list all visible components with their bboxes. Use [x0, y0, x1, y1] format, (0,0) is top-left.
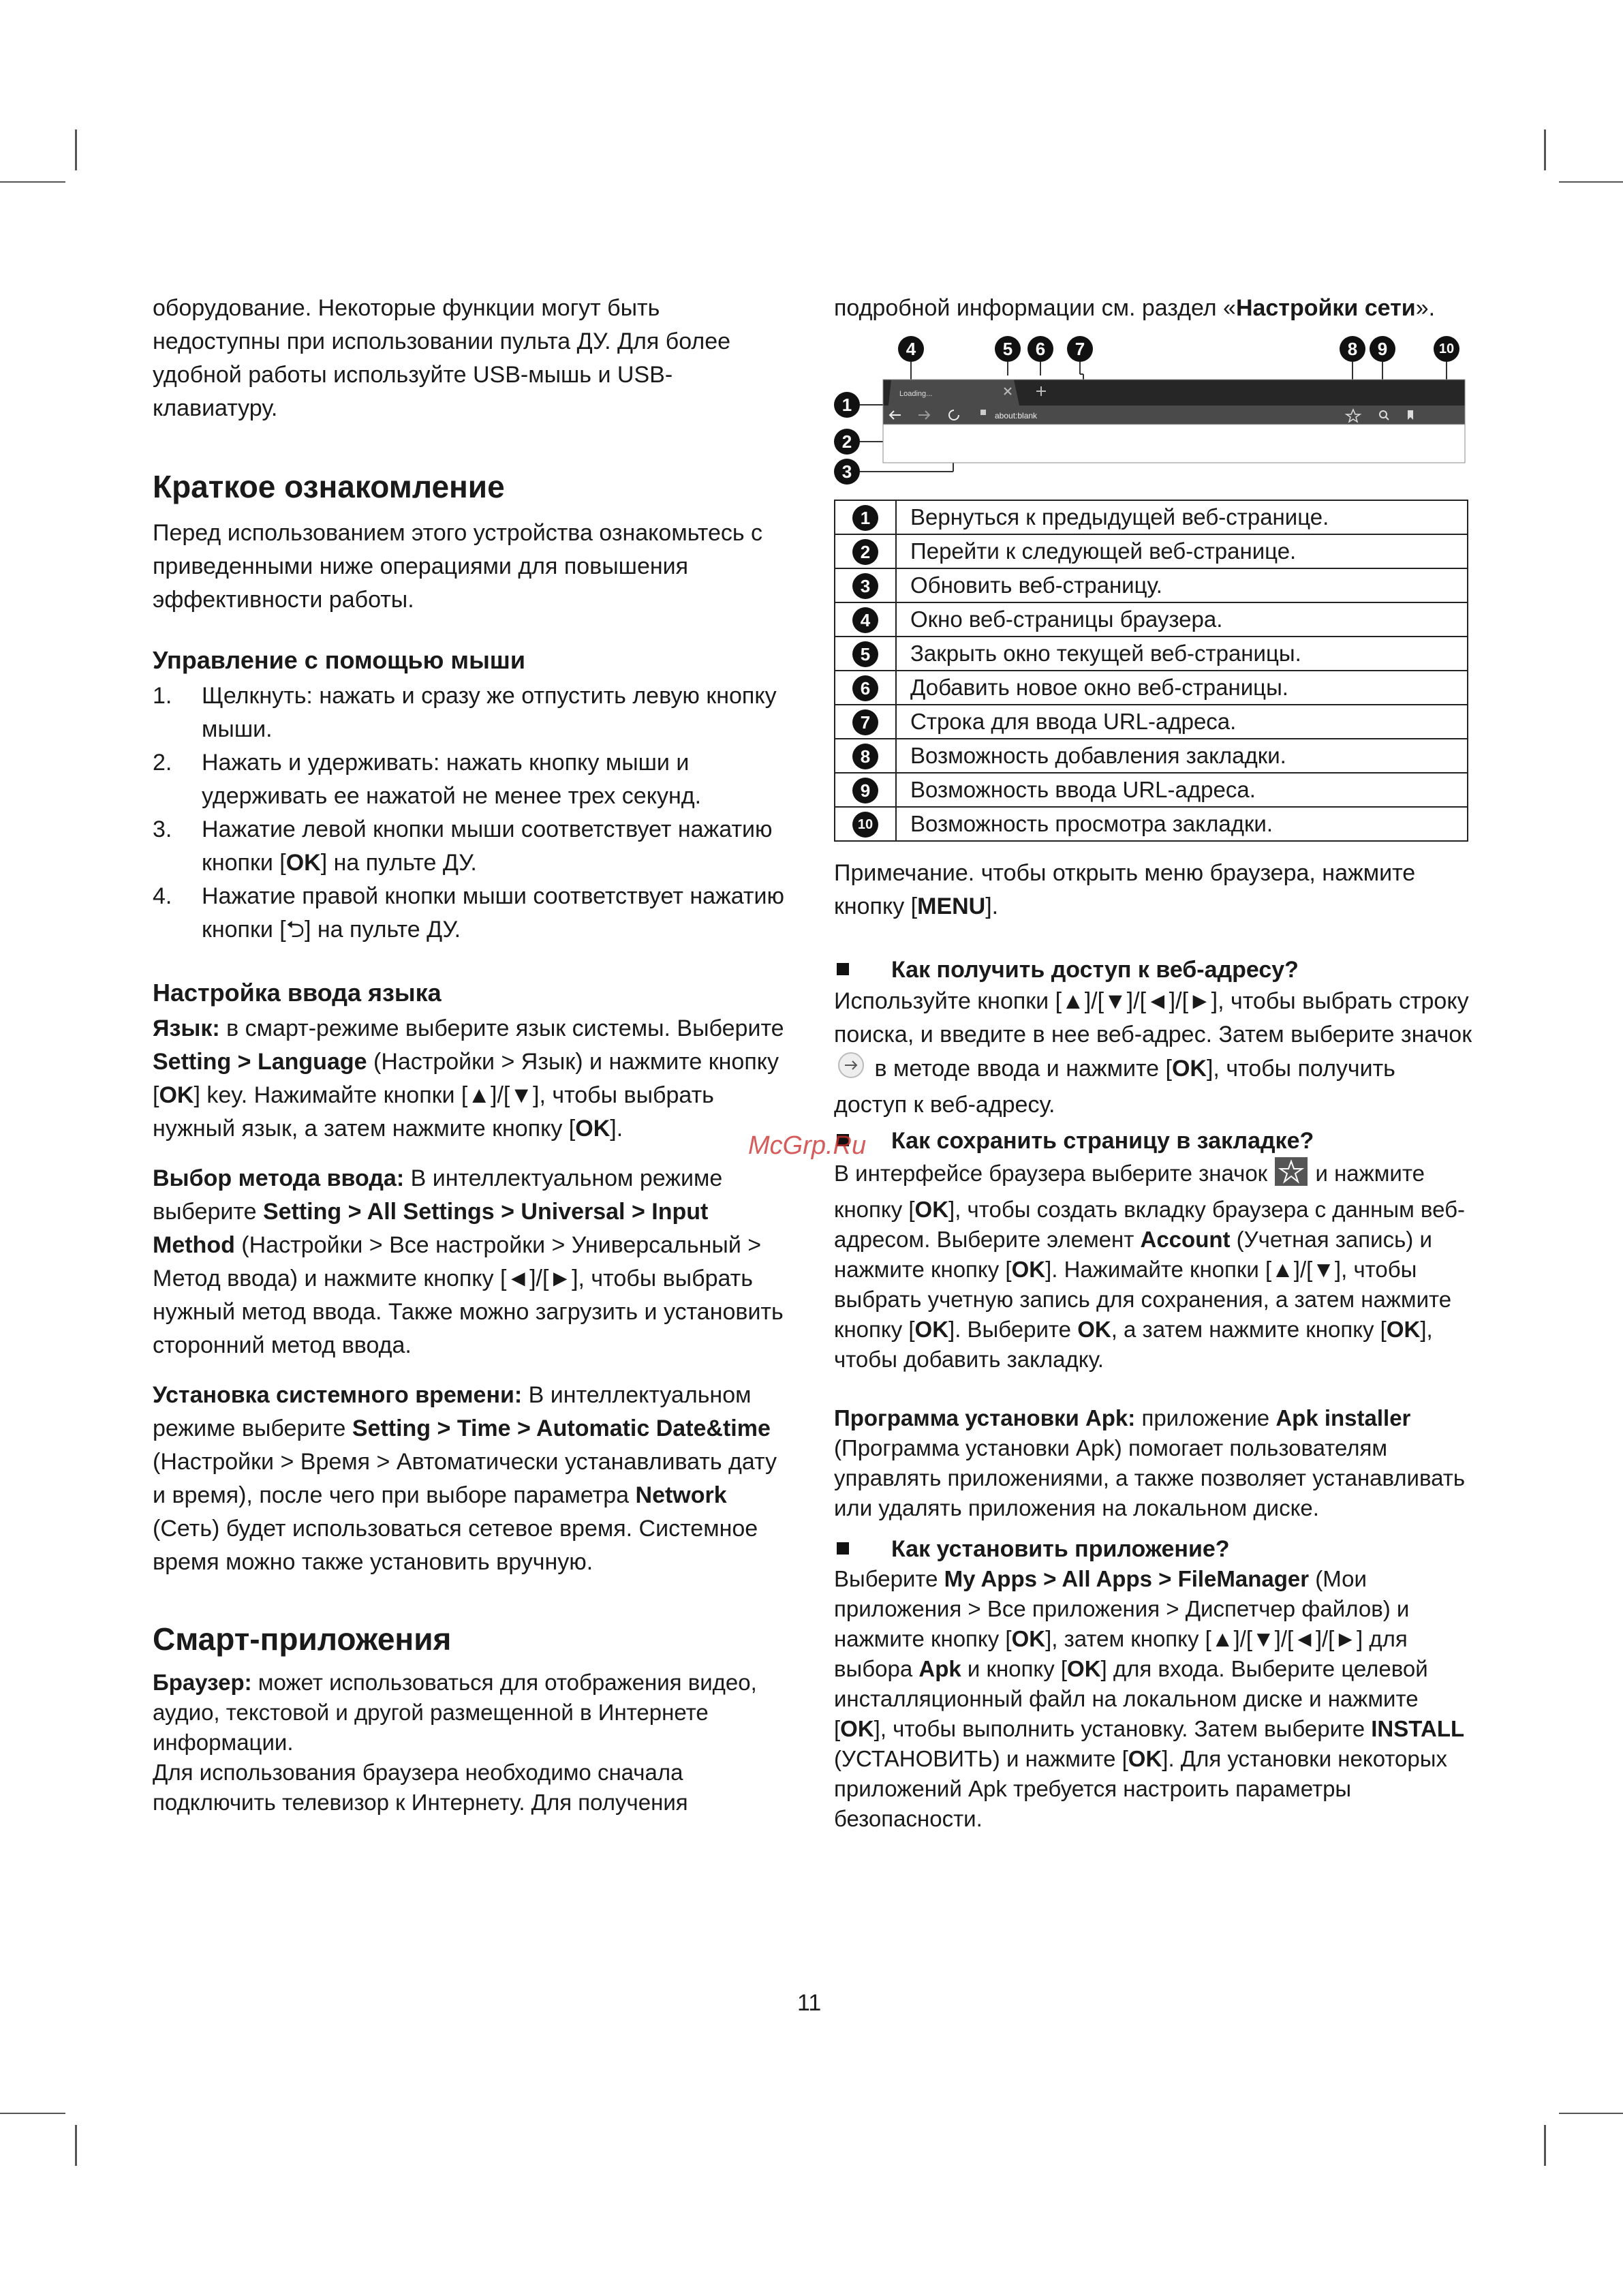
text: ]. — [985, 893, 999, 919]
text: , а затем нажмите кнопку [ — [1111, 1317, 1387, 1342]
browser-ui-figure — [834, 333, 1474, 497]
text: ] для входа. Выберите целевой инсталляционный файл на локальном диске и нажмите [ — [834, 1656, 1428, 1741]
list-text: Нажать и удерживать: нажать кнопку мыши и удерживать ее нажатой не менее трех секунд. — [202, 750, 702, 809]
menu-path: Setting > All Settings > Universal > Input Method — [153, 1199, 709, 1258]
legend-text-cell: Закрыть окно текущей веб-страницы. — [896, 637, 1468, 671]
ok-key-label: OK — [1011, 1626, 1046, 1651]
callout-badge: 10 — [852, 812, 878, 838]
text: приложение — [1135, 1405, 1276, 1430]
intro-paragraph: оборудование. Некоторые функции могут быть недоступны при использовании пульта ДУ. Для более удобной работы используйте USB-мышь и USB-клавиатуру. — [153, 295, 731, 421]
legend-text-cell: Перейти к следующей веб-странице. — [896, 534, 1468, 568]
legend-row — [835, 671, 1468, 705]
page-number: 11 — [797, 1990, 822, 2016]
term: Установка системного времени: — [153, 1382, 523, 1408]
text: (Программа установки Apk) помогает пользователям управлять приложениями, а также позволяет устанавливать или удалять приложения на локальном диске. — [834, 1435, 1466, 1520]
ok-key-label: OK — [840, 1716, 874, 1741]
legend-number-cell — [835, 637, 896, 671]
list-number: 2. — [153, 750, 172, 776]
menu-item: Apk — [918, 1656, 961, 1681]
section-heading-smart: Смарт-приложения — [153, 1621, 452, 1657]
term: Браузер: — [153, 1670, 252, 1695]
question-heading-install — [834, 1534, 1474, 1564]
browser-ui-screenshot — [834, 333, 1474, 497]
callout-7: 7 — [1067, 336, 1093, 362]
legend-text-cell: Возможность добавления закладки. — [896, 739, 1468, 773]
menu-path: Setting > Language — [153, 1049, 367, 1075]
crop-mark — [75, 2125, 77, 2166]
text: В интеллектуальном режиме выберите — [153, 1165, 723, 1225]
bookmark-paragraph — [834, 1156, 1474, 1375]
callout-6: 6 — [1027, 336, 1053, 362]
callout-5: 5 — [995, 336, 1021, 362]
legend-row — [835, 637, 1468, 671]
url-text: about:blank — [995, 411, 1038, 420]
legend-row — [835, 534, 1468, 568]
left-column — [153, 292, 793, 1818]
text: (Мои приложения > Все приложения > Диспетчер файлов) и нажмите кнопку [ — [834, 1566, 1410, 1651]
term: Программа установки Apk: — [834, 1405, 1136, 1430]
term: Выбор метода ввода: — [153, 1165, 405, 1191]
browser-paragraph — [153, 1668, 793, 1818]
text: (Учетная запись) и нажмите кнопку [ — [834, 1227, 1432, 1282]
text: ], затем кнопку [▲]/[▼]/[◄]/[►] для выбора — [834, 1626, 1408, 1681]
question-heading-access — [834, 955, 1474, 985]
section-ref: Настройки сети — [1235, 295, 1416, 321]
legend-table — [834, 500, 1468, 842]
legend-text-cell: Окно веб-страницы браузера. — [896, 602, 1468, 637]
callout-10: 10 — [1434, 336, 1459, 362]
text: в методе ввода и нажмите [ — [868, 1055, 1172, 1082]
list-item — [153, 880, 793, 947]
legend-row — [835, 739, 1468, 773]
callout-badge: 7 — [852, 709, 878, 735]
legend-number-cell — [835, 602, 896, 637]
callout-badge: 5 — [852, 641, 878, 667]
text: ]. Выберите — [948, 1317, 1078, 1342]
legend-row — [835, 602, 1468, 637]
list-item — [153, 746, 793, 813]
ok-key-label: OK — [1011, 1257, 1046, 1282]
text: ]. — [610, 1116, 623, 1142]
bullet-square — [837, 1542, 849, 1555]
text: Для использования браузера необходимо сначала подключить телевизор к Интернету. Для получения — [153, 1760, 688, 1815]
term: Язык: — [153, 1015, 220, 1041]
list-number: 3. — [153, 816, 172, 842]
list-text: Щелкнуть: нажать и сразу же отпустить левую кнопку мыши. — [202, 683, 777, 742]
ok-key-label: OK — [1077, 1317, 1111, 1342]
tab-title: Loading... — [899, 390, 933, 398]
list-number: 1. — [153, 683, 172, 709]
text: Как получить доступ к веб-адресу? — [891, 957, 1299, 983]
access-paragraph — [834, 985, 1474, 1122]
input-method-paragraph — [153, 1162, 793, 1362]
text: (Сеть) будет использоваться сетевое время. Системное время можно также установить вручную. — [153, 1516, 758, 1575]
legend-number-cell — [835, 739, 896, 773]
ok-key-label: OK — [1171, 1055, 1207, 1082]
text: Как установить приложение? — [891, 1536, 1230, 1562]
legend-number-cell — [835, 773, 896, 807]
mouse-list — [153, 679, 793, 947]
callout-badge: 2 — [852, 539, 878, 565]
legend-text-cell: Вернуться к предыдущей веб-странице. — [896, 500, 1468, 534]
install-paragraph — [834, 1564, 1474, 1834]
text: В интерфейсе браузера выберите значок — [834, 1161, 1274, 1187]
menu-key-label: MENU — [917, 893, 986, 919]
legend-row — [835, 568, 1468, 602]
text: ] key. Нажимайте кнопки [▲]/[▼], чтобы выбрать нужный язык, а затем нажмите кнопку [ — [153, 1082, 714, 1142]
callout-3: 3 — [834, 459, 860, 485]
list-item — [153, 813, 793, 880]
note-paragraph — [834, 857, 1474, 923]
menu-item: Network — [635, 1482, 727, 1508]
ok-key-label: OK — [1067, 1656, 1101, 1681]
text: ], чтобы добавить закладку. — [834, 1317, 1433, 1372]
legend-text-cell: Добавить новое окно веб-страницы. — [896, 671, 1468, 705]
crop-mark — [1544, 2125, 1546, 2166]
text: ], чтобы получить доступ к веб-адресу. — [834, 1055, 1395, 1118]
legend-row — [835, 773, 1468, 807]
crop-mark — [1544, 129, 1546, 170]
legend-text-cell: Возможность просмотра закладки. — [896, 807, 1468, 841]
legend-number-cell — [835, 534, 896, 568]
question-heading-bookmark — [834, 1126, 1474, 1156]
callout-badge: 3 — [852, 573, 878, 599]
callout-8: 8 — [1340, 336, 1365, 362]
list-text: ] на пульте ДУ. — [304, 917, 461, 943]
section-heading-quick: Краткое ознакомление — [153, 469, 505, 504]
network-ref-paragraph — [834, 292, 1474, 325]
text: Как сохранить страницу в закладке? — [891, 1128, 1314, 1154]
menu-path: Setting > Time > Automatic Date&time — [352, 1415, 771, 1441]
legend-row — [835, 807, 1468, 841]
legend-text-cell: Обновить веб-страницу. — [896, 568, 1468, 602]
text: (Настройки > Язык) и нажмите кнопку [ — [153, 1049, 779, 1108]
watermark: McGrp.Ru — [748, 1131, 867, 1160]
legend-text-cell: Возможность ввода URL-адреса. — [896, 773, 1468, 807]
crop-mark — [0, 2113, 65, 2114]
text: подробной информации см. раздел « — [834, 295, 1236, 321]
list-text: Нажатие правой кнопки мыши соответствует нажатию кнопки [ — [202, 883, 784, 943]
text: ]. Для установки некоторых приложений Apk требуется настроить параметры безопасности. — [834, 1746, 1447, 1831]
legend-number-cell — [835, 807, 896, 841]
text: ], чтобы выполнить установку. Затем выберите — [874, 1716, 1372, 1741]
app-name: Apk installer — [1276, 1405, 1411, 1430]
text: (Настройки > Все настройки > Универсальный > Метод ввода) и нажмите кнопку [◄]/[►], чтобы выбрать нужный метод ввода. Также можно загрузить и установить сторонний метод ввода. — [153, 1232, 784, 1358]
callout-2: 2 — [834, 429, 860, 455]
crop-mark — [1559, 2113, 1623, 2114]
legend-number-cell — [835, 705, 896, 739]
callout-badge: 6 — [852, 675, 878, 701]
callout-badge: 4 — [852, 607, 878, 633]
return-icon: ⮌ — [285, 917, 305, 943]
text: ], чтобы создать вкладку браузера с данным веб-адресом. Выберите элемент — [834, 1197, 1465, 1252]
subheading-mouse: Управление с помощью мыши — [153, 646, 525, 674]
ok-key-label: OK — [914, 1197, 949, 1222]
legend-text-cell: Строка для ввода URL-адреса. — [896, 705, 1468, 739]
list-text: ] на пульте ДУ. — [320, 850, 477, 876]
text: ]. Нажимайте кнопки [▲]/[▼], чтобы выбрать учетную запись для сохранения, а затем нажмите кнопку [ — [834, 1257, 1452, 1342]
text: (УСТАНОВИТЬ) и нажмите [ — [834, 1746, 1128, 1771]
legend-row — [835, 705, 1468, 739]
legend-row — [835, 500, 1468, 534]
subheading-language: Настройка ввода языка — [153, 979, 442, 1007]
text: В интеллектуальном режиме выберите — [153, 1382, 752, 1441]
legend-number-cell — [835, 671, 896, 705]
legend-number-cell — [835, 568, 896, 602]
ok-key-label: OK — [1128, 1746, 1162, 1771]
menu-item: INSTALL — [1371, 1716, 1465, 1741]
callout-1: 1 — [834, 392, 860, 418]
language-paragraph — [153, 1012, 793, 1146]
ok-key-label: OK — [575, 1116, 610, 1142]
ok-key-label: OK — [159, 1082, 194, 1108]
go-arrow-icon — [834, 1052, 868, 1088]
callout-4: 4 — [898, 336, 924, 362]
list-number: 4. — [153, 883, 172, 909]
apk-paragraph — [834, 1403, 1474, 1523]
menu-item: Account — [1140, 1227, 1231, 1252]
ok-key-label: OK — [914, 1317, 949, 1342]
callout-badge: 1 — [852, 505, 878, 531]
callout-badge: 8 — [852, 744, 878, 769]
text: может использоваться для отображения видео, аудио, текстовой и другой размещенной в Интернете информации. — [153, 1670, 757, 1755]
callout-badge: 9 — [852, 778, 878, 803]
list-item — [153, 679, 793, 746]
legend-number-cell — [835, 500, 896, 534]
text: и кнопку [ — [961, 1656, 1068, 1681]
text: и нажмите кнопку [ — [834, 1161, 1425, 1222]
system-time-paragraph — [153, 1379, 793, 1579]
text: в смарт-режиме выберите язык системы. Выберите — [219, 1015, 784, 1041]
text: Выберите — [834, 1566, 944, 1591]
right-column — [834, 292, 1474, 1834]
list-text: Нажатие левой кнопки мыши соответствует нажатию кнопки [ — [202, 816, 773, 876]
crop-mark — [1559, 181, 1623, 183]
text: Используйте кнопки [▲]/[▼]/[◄]/[►], чтобы выбрать строку поиска, и введите в нее веб-адрес. Затем выберите значок — [834, 988, 1472, 1047]
star-icon — [1273, 1156, 1309, 1195]
text: ». — [1415, 295, 1436, 321]
ok-key-label: OK — [1386, 1317, 1421, 1342]
callout-9: 9 — [1370, 336, 1395, 362]
quick-paragraph: Перед использованием этого устройства ознакомьтесь с приведенными ниже операциями для повышения эффективности работы. — [153, 520, 763, 613]
text: (Настройки > Время > Автоматически устанавливать дату и время), после чего при выборе параметра — [153, 1449, 777, 1508]
menu-path: My Apps > All Apps > FileManager — [944, 1566, 1310, 1591]
crop-mark — [0, 181, 65, 183]
ok-key-label: OK — [285, 850, 321, 876]
bullet-square — [837, 963, 849, 975]
crop-mark — [75, 129, 77, 170]
text: Примечание. чтобы открыть меню браузера, нажмите кнопку [ — [834, 860, 1416, 919]
